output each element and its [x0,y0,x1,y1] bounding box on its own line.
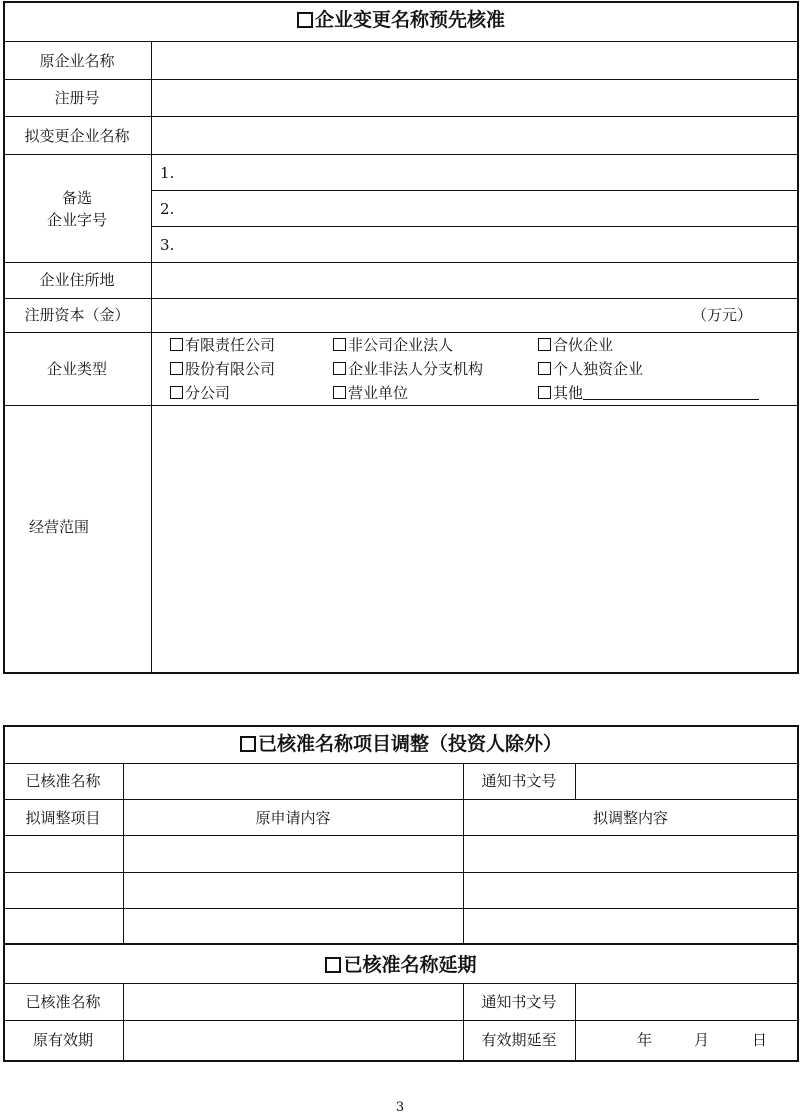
input-address[interactable] [152,263,797,298]
table-row[interactable] [4,873,798,908]
section1-checkbox[interactable] [297,12,313,28]
table-row[interactable] [4,909,798,943]
checkbox-icon[interactable] [538,386,551,399]
label-capital: 注册资本（金） [24,306,130,324]
section2-title: 已核准名称项目调整（投资人除外） [3,732,799,756]
type-option-partnership[interactable]: 合伙企业 [538,336,613,354]
type-option-joint-stock[interactable]: 股份有限公司 [170,360,275,378]
label-alt-names-2: 企业字号 [46,211,107,229]
section3-checkbox[interactable] [325,957,341,973]
input-original-name[interactable] [152,42,797,79]
input-business-scope[interactable] [152,406,797,672]
type-option-noncorp-legal[interactable]: 非公司企业法人 [333,336,453,354]
label-approved-name: 已核准名称 [25,772,101,790]
date-day-label: 日 [752,1031,768,1049]
checkbox-icon[interactable] [333,362,346,375]
checkbox-icon[interactable] [538,338,551,351]
checkbox-icon[interactable] [538,362,551,375]
section3-title: 已核准名称延期 [3,953,799,977]
label-new-name: 拟变更企业名称 [24,127,130,145]
label-notice-no: 通知书文号 [481,772,557,790]
type-option-sole-proprietor[interactable]: 个人独资企业 [538,360,643,378]
capital-unit: （万元） [692,306,753,324]
section1-title: 企业变更名称预先核准 [3,8,799,32]
other-type-input[interactable] [583,385,759,400]
label-alt-names-1: 备选 [61,189,92,207]
label-business-scope: 经营范围 [29,518,90,536]
section2-checkbox[interactable] [240,736,256,752]
header-original-content: 原申请内容 [255,809,331,827]
alt-name-item[interactable]: 1. [160,164,175,182]
header-adjust-item: 拟调整项目 [25,809,101,827]
date-month-label: 月 [694,1031,710,1049]
checkbox-icon[interactable] [170,386,183,399]
header-adjusted-content: 拟调整内容 [592,809,668,827]
input-notice-no-ext[interactable] [576,984,797,1020]
type-option-llc[interactable]: 有限责任公司 [170,336,275,354]
label-approved-name-ext: 已核准名称 [25,993,101,1011]
label-company-type: 企业类型 [46,360,107,378]
alt-name-item[interactable]: 3. [160,236,175,254]
input-approved-name-ext[interactable] [124,984,462,1020]
type-option-business-unit[interactable]: 营业单位 [333,384,408,402]
type-option-other[interactable]: 其他 [538,384,759,402]
input-new-name[interactable] [152,117,797,154]
input-notice-no[interactable] [576,764,797,799]
table-row[interactable] [4,836,798,872]
date-year-label: 年 [637,1031,653,1049]
page-number: 3 [395,1100,405,1115]
checkbox-icon[interactable] [170,338,183,351]
checkbox-icon[interactable] [170,362,183,375]
type-option-branch-nonlegal[interactable]: 企业非法人分支机构 [333,360,483,378]
input-approved-name[interactable] [124,764,462,799]
checkbox-icon[interactable] [333,338,346,351]
label-original-name: 原企业名称 [39,52,115,70]
label-original-validity: 原有效期 [32,1031,93,1049]
input-reg-no[interactable] [152,80,797,116]
label-address: 企业住所地 [39,271,115,289]
label-extended-to: 有效期延至 [481,1031,557,1049]
input-original-validity[interactable] [124,1021,462,1060]
alt-name-item[interactable]: 2. [160,200,175,218]
type-option-branch[interactable]: 分公司 [170,384,230,402]
label-notice-no-ext: 通知书文号 [481,993,557,1011]
checkbox-icon[interactable] [333,386,346,399]
label-reg-no: 注册号 [54,89,100,107]
